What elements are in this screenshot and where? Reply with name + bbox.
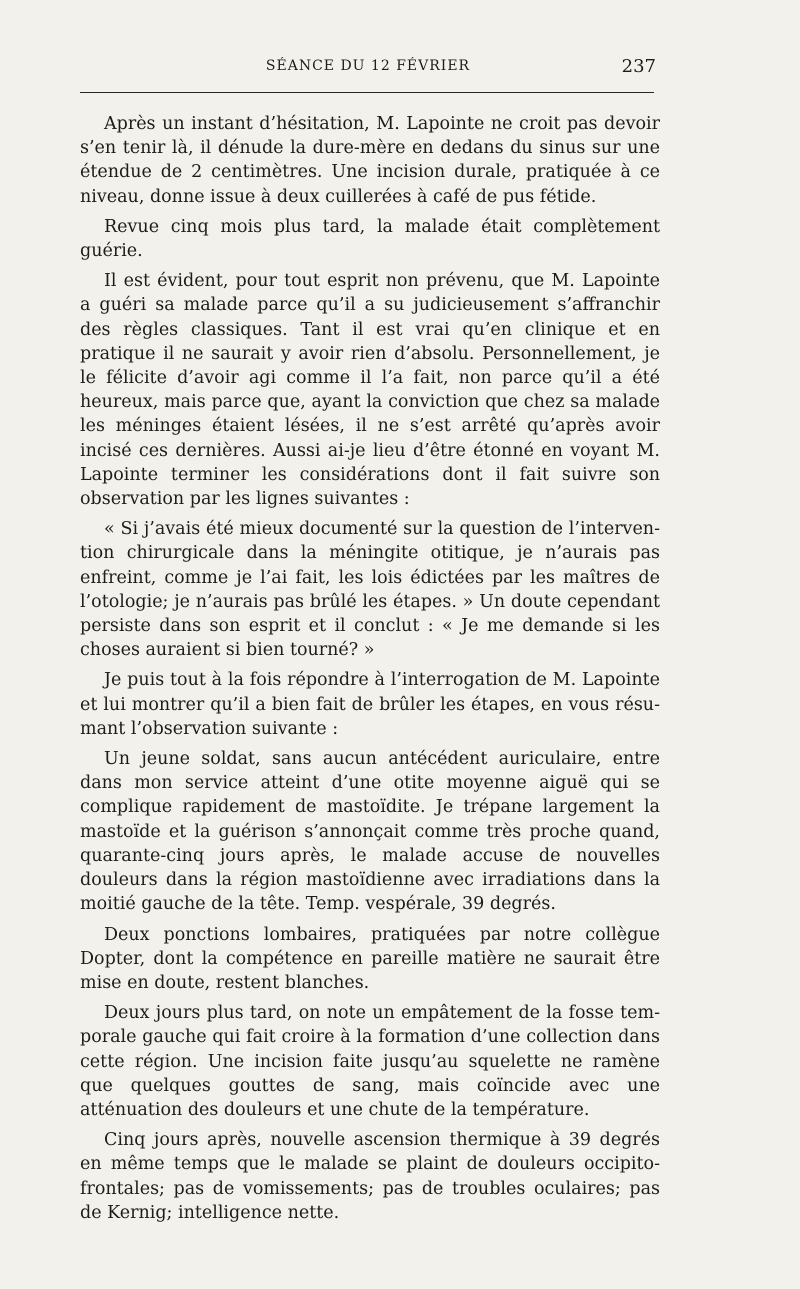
- body-text: [80, 112, 660, 1225]
- page-number: 237: [621, 56, 656, 77]
- header-rule: [80, 92, 654, 93]
- running-head: [80, 56, 656, 78]
- paragraph: Deux jours plus tard, on note un empâtement de la fosse temporale gauche qui fait croire à la formation d’une collection dans cette région. Une incision faite jusqu’au squelette ne ramène que quelques gouttes de sang, mais coïncide avec une atténuation des douleurs et une chute de la température.: [80, 1003, 660, 1120]
- paragraph: Cinq jours après, nouvelle ascension thermique à 39 degrés en même temps que le malade se plaint de douleurs occipito-frontales; pas de vomissements; pas de troubles oculaires; pas de Kernig; intelligence nette.: [80, 1130, 660, 1223]
- paragraph: Je puis tout à la fois répondre à l’interrogation de M. Lapointe et lui montrer qu’il a bien fait de brûler les étapes, en vous résumant l’observation suivante :: [80, 670, 660, 739]
- paragraph: Deux ponctions lombaires, pratiquées par notre collègue Dopter, dont la compétence en pareille matière ne saurait être mise en doute, restent blanches.: [80, 924, 660, 993]
- running-title: SÉANCE DU 12 FÉVRIER: [265, 58, 471, 74]
- paragraph: Après un instant d’hésitation, M. Lapointe ne croit pas devoir s’en tenir là, il dénude la dure-mère en dedans du sinus sur une étendue de 2 centimètres. Une incision durale, pratiquée à ce niveau, donne issue à deux cuillerées à café de pus fétide.: [80, 114, 660, 207]
- paragraph: « Si j’avais été mieux documenté sur la question de l’intervention chirurgicale dans la méningite otitique, je n’aurais pas enfreint, comme je l’ai fait, les lois édictées par les maîtres de l’otologie; je n’aurais pas brûlé les étapes. » Un doute cependant persiste dans son esprit et il conclut : « Je me demande si les choses auraient si bien tourné? »: [80, 519, 660, 661]
- paragraph: Il est évident, pour tout esprit non prévenu, que M. Lapointe a guéri sa malade parce qu’il a su judicieusement s’affranchir des règles classiques. Tant il est vrai qu’en clinique et en pratique il ne saurait y avoir rien d’absolu. Personnellement, je le félicite d’avoir agi comme il l’a fait, non parce qu’il a été heureux, mais parce que, ayant la conviction que chez sa malade les méninges étaient lésées, il ne s’est arrêté qu’après avoir incisé ces dernières. Aussi ai-je lieu d’être étonné en voyant M. Lapointe terminer les considérations dont il fait suivre son observation par les lignes suivantes :: [80, 271, 660, 510]
- paragraph: Un jeune soldat, sans aucun antécédent auriculaire, entre dans mon service atteint d’une otite moyenne aiguë qui se complique rapidement de mastoïdite. Je trépane largement la mastoïde et la guérison s’annonçait comme très proche quand, quarante-cinq jours après, le malade accuse de nouvelles douleurs dans la région mastoïdienne avec irradiations dans la moitié gauche de la tête. Temp. vespérale, 39 degrés.: [80, 749, 660, 915]
- paragraph: Revue cinq mois plus tard, la malade était complètement guérie.: [80, 216, 660, 262]
